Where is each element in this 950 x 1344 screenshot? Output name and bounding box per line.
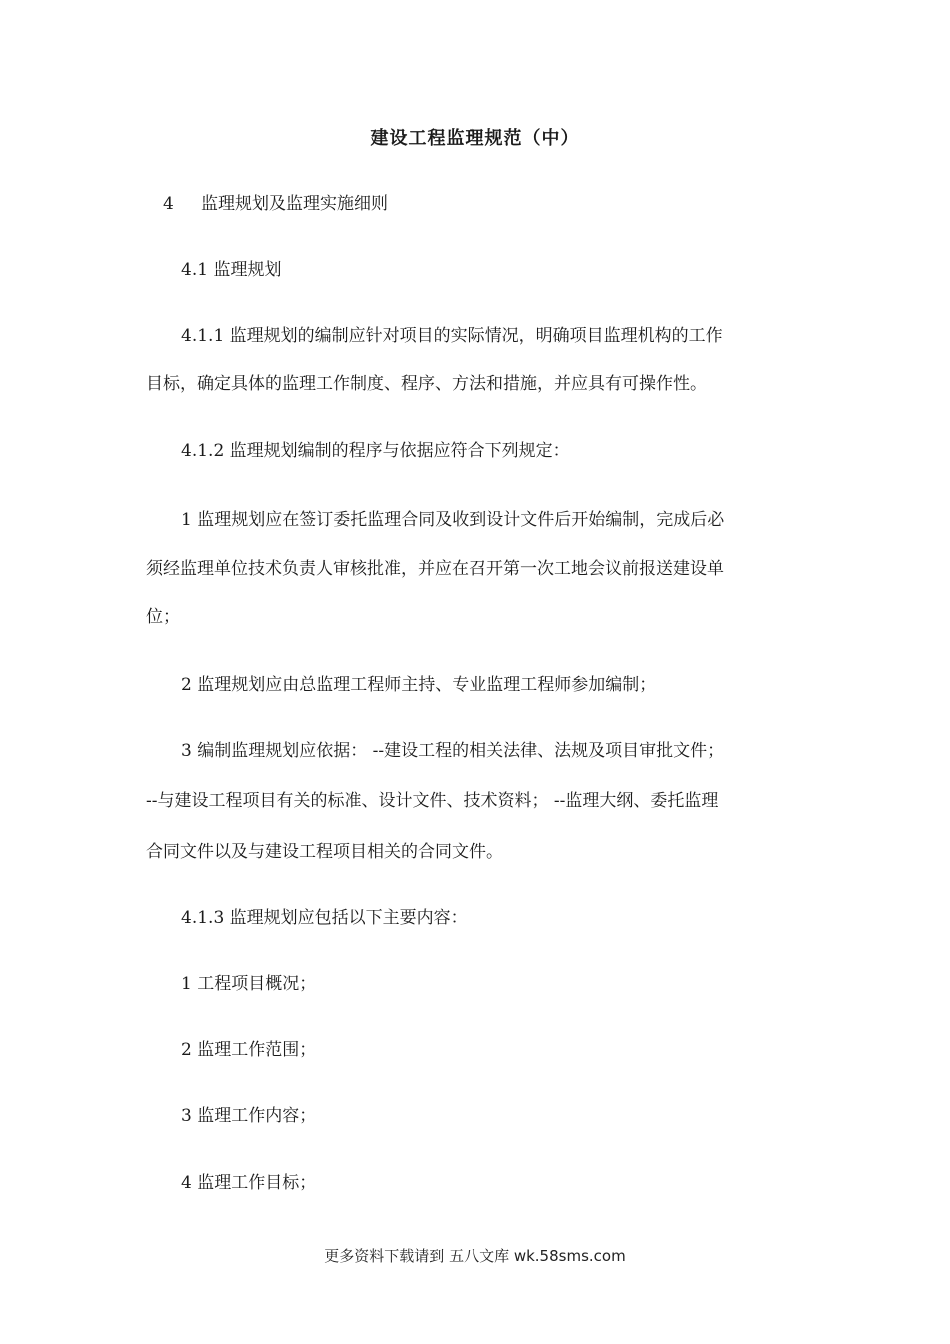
paragraph-line: 4.1.2 监理规划编制的程序与依据应符合下列规定： — [181, 441, 570, 461]
paragraph-line: 合同文件以及与建设工程项目相关的合同文件。 — [146, 842, 503, 862]
section-number: 4 — [163, 194, 174, 214]
list-item: 3 监理工作内容； — [181, 1106, 317, 1126]
paragraph-line: 目标，确定具体的监理工作制度、程序、方法和措施，并应具有可操作性。 — [146, 374, 707, 394]
list-item: 1 工程项目概况； — [181, 974, 317, 994]
list-item: 2 监理工作范围； — [181, 1040, 317, 1060]
paragraph-line: 2 监理规划应由总监理工程师主持、专业监理工程师参加编制； — [181, 675, 657, 695]
section-4-heading — [163, 193, 388, 215]
paragraph-line: 3 编制监理规划应依据： --建设工程的相关法律、法规及项目审批文件； — [181, 741, 725, 761]
list-item: 4 监理工作目标； — [181, 1173, 317, 1193]
paragraph-line: 4.1.3 监理规划应包括以下主要内容： — [181, 908, 468, 928]
paragraph-line: 须经监理单位技术负责人审核批准，并应在召开第一次工地会议前报送建设单 — [146, 559, 724, 579]
document-title: 建设工程监理规范（中） — [370, 128, 580, 149]
section-label: 监理规划及监理实施细则 — [201, 194, 388, 214]
paragraph-line: 位； — [146, 607, 180, 627]
paragraph-line: 4.1.1 监理规划的编制应针对项目的实际情况，明确项目监理机构的工作 — [181, 326, 723, 346]
footer-download-note: 更多资料下载请到 五八文库 wk.58sms.com — [324, 1247, 626, 1265]
paragraph-line: 1 监理规划应在签订委托监理合同及收到设计文件后开始编制，完成后必 — [181, 510, 725, 530]
paragraph-line: --与建设工程项目有关的标准、设计文件、技术资料； --监理大纲、委托监理 — [146, 791, 719, 811]
heading-4-1: 4.1 监理规划 — [181, 260, 282, 280]
